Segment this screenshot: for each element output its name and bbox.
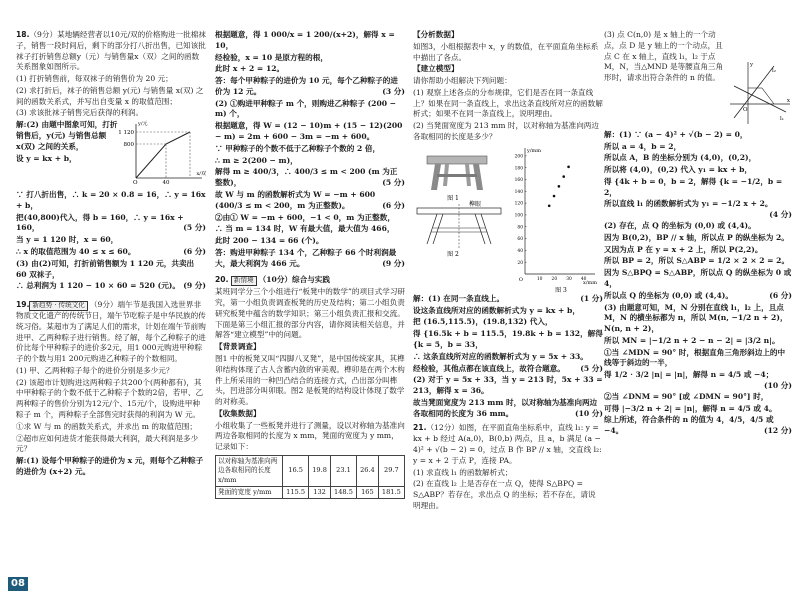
q20-tag: 新情境 — [231, 276, 257, 286]
q20-sol-4: 得 {16.5k + b = 115.5，19.8k + b = 132，解得 {k = 5，b = 33， — [413, 329, 603, 349]
q20-sol-2: 设这条直线所对应的函数解析式为 y = kx + b， — [413, 305, 580, 315]
q19-sol-l4: 答：每个甲种粽子的进价为 10 元，每个乙种粽子的进价为 12 元。 (3 分) — [215, 76, 405, 96]
q20-collect-head: 【收集数据】 — [215, 408, 261, 418]
q21-sol-13: (3) 由题意可知，M，N 分别在直线 l₁，l₂ 上，且点 M，N 的横坐标都为 n，所以 M(n, −1/2 n + 2)，N(n, n + 2)， — [604, 302, 788, 334]
q19-sol-l14: 答：购进甲种粽子 134 个，乙种粽子 66 个时利润最大，最大利润为 466 元。 (9 分) — [215, 247, 405, 268]
fig2-caption: 图 2 — [447, 250, 459, 258]
q18-number: 18. — [16, 30, 30, 39]
q18-solution-g: ∴ 总利润为 1 120 − 10 × 60 = 520 (元)。 (9 分) — [16, 281, 206, 291]
table-cell: 165 — [357, 487, 379, 499]
scatter-y-tick: 40 — [517, 248, 523, 254]
scatter-y-tick: 120 — [514, 201, 523, 207]
q21-sol-14: 所以 MN = |−1/2 n + 2 − n − 2| = |3/2 n|。 — [604, 335, 780, 345]
q21-sol-18: 可得 |−3/2 n + 2| = |n|，解得 n = 4/5 或 4。 — [604, 403, 777, 413]
diagram-origin: O — [743, 107, 748, 113]
scatter-x-tick: 40 — [580, 276, 587, 282]
table-cell: 115.5 — [283, 487, 309, 499]
scatter-x-tick: 20 — [551, 276, 558, 282]
q21-sol-17: ②当 ∠DNM = 90° [或 ∠DMN = 90°] 时， — [604, 391, 769, 401]
q19-part2a: ①求 W 与 m 的函数关系式，并求出 m 的取值范围； — [16, 421, 197, 431]
q19-stem: 19. 新趋势 · 传统文化 （9分）端午节是我国入选世界非物质文化遗产的传统节日，端午节吃粽子是中华民族的传统习俗。某超市为了满足人们的需求，计划在端午节前购进甲、乙两种粽子进行销售。经了解，每个乙种粽子的进价比每个甲种粽子的进价多2元，用1 000元购进甲种粽子的个数与用1 200元购进乙种粽子的个数相同。 — [16, 300, 206, 364]
table-cell: 148.5 — [330, 487, 356, 499]
scatter-origin: O — [518, 276, 523, 283]
q19-sol-l9: 解得 m ≥ 400/3，∴ 400/3 ≤ m < 200 (m 为正整数)， (5 分) — [215, 167, 405, 188]
table-row-label: 以对称轴为基准向两边各取相同的长度 x/mm — [216, 456, 283, 487]
q21-sol-12: 所以点 Q 的坐标为 (0,0) 或 (4,4)。 (6 分) — [604, 290, 792, 300]
table-cell: 29.7 — [378, 456, 404, 487]
model-q2: (2) 当凳面宽度为 213 mm 时，以对称轴为基准向两边各取相同的长度是多少？ — [413, 121, 599, 142]
fig1-caption: 图 1 — [447, 194, 459, 202]
scatter-y-tick: 20 — [517, 260, 523, 266]
q21-part2: (2) 在直线 l₂ 上是否存在一点 Q，使得 S△BPQ = S△ABP？若存在，求出点 Q 的坐标；若不存在，请说明理由。 — [413, 479, 596, 510]
q18-graph — [118, 120, 206, 190]
q18-text: （9分）某地辆经营者以10元/双的价格购进一批棉袜子，销售一段时间后，剩下的部分打八折出售，已知该批袜子打折销售总额y（元）与销售量x（双）之间的函数关系图象如图所示。 — [16, 30, 206, 72]
q18-solution-a: 设 y = kx + b， — [16, 153, 77, 163]
fig2-label: 榫眼 — [469, 200, 482, 208]
q20-sol-7: (2) 对于 y = 5x + 33，当 y = 213 时，5x + 33 = 213，解得 x = 36。 — [413, 375, 603, 396]
diagram-y: y — [750, 62, 754, 68]
table-cell: 181.5 — [378, 487, 404, 499]
diagram-l1: l₁ — [780, 116, 784, 122]
q19-part2: (2) 该超市计划购进这两种粽子共200个(两种都有)，其中甲种粽子的个数不低于乙种粽子个数的2倍，若甲、乙两种粽子的售价分别为12元/个、15元/个，设购进甲种粽子 m 个，两种粽子全部售完时获得的利润为 W 元。 — [16, 377, 204, 419]
q19-sol-l10: 故 W 与 m 的函数解析式为 W = −m + 600 (400/3 ≤ m < 200，m 为正整数)。 (6 分) — [215, 189, 405, 210]
q18-solution-e: ∴ x 的取值范围为 40 ≤ x ≤ 60。 (6 分) — [16, 246, 206, 256]
q18-solution-b: ∵ 打八折出售，∴ k = 20 × 0.8 = 16，∴ y = 16x + b， — [16, 190, 206, 210]
scatter-y-label: y/mm — [527, 147, 541, 154]
model-text: 请你帮助小组解决下列问题： — [413, 76, 512, 86]
q21-coordinate-diagram — [728, 60, 792, 130]
q21-sol-15: ①当 ∠MDN = 90° 时，根据直角三角形斜边上的中线等于斜边的一半， — [604, 347, 786, 368]
q20-collect-text: 小组收集了一些板凳并进行了测量，设以对称轴为基准向两边各取相同的长度为 x mm，凳面的宽度为 y mm，记录如下： — [215, 420, 405, 452]
graph-origin: O — [133, 180, 138, 187]
scatter-point — [567, 165, 570, 168]
q18-solution-c: 把(40,800)代入，得 b = 160，∴ y = 16x + 160， (5 分) — [16, 212, 206, 233]
scatter-point — [553, 195, 556, 198]
q21-part1: (1) 求直线 l₁ 的函数解析式； — [413, 467, 513, 477]
column-1 — [16, 30, 206, 479]
q19-sol-l2: 经检验，x = 10 是原方程的根， — [215, 52, 328, 62]
scatter-x-tick: 10 — [536, 276, 543, 282]
bench-image — [427, 156, 487, 190]
graph-x-label: x/双 — [196, 171, 206, 178]
model-head: 【建立模型】 — [413, 64, 459, 74]
table-cell: 16.5 — [283, 456, 309, 487]
q21-stem: 21.（12分）如图，在平面直角坐标系中，直线 l₁: y = kx + b 经过 A(a,0)，B(0,b) 两点，且 a，b 满足 (a − 4)² + √(b − 2) = 0，过点 B 作 BP // x 轴，交直线 l₂: y = x + 2 于点 P，连接 PA。 — [413, 423, 602, 465]
q19-sol-l13: 此时 200 − 134 = 66 (个)。 — [215, 236, 324, 246]
scatter-x-label: x/mm — [583, 279, 597, 286]
table-row — [216, 456, 405, 487]
table-cell: 23.1 — [330, 456, 356, 487]
table-cell: 19.8 — [309, 456, 331, 487]
model-q1: (1) 观察上述各点的分布规律，它们是否在同一条直线上？如果在同一条直线上，求出这条直线所对应的函数解析式；如果不在同一条直线上，说明理由。 — [413, 87, 603, 119]
scatter-y-tick: 140 — [514, 189, 523, 195]
column-2 — [215, 30, 405, 501]
table-cell: 132 — [309, 487, 331, 499]
scatter-plot — [515, 148, 598, 286]
scatter-point — [558, 185, 561, 188]
scatter-y-tick: 180 — [514, 166, 523, 172]
q19-sol-l8: ∴ m ≥ 2(200 − m)， — [215, 155, 298, 165]
q19-sol-l6: 根据题意，得 W = (12 − 10)m + (15 − 12)(200 − m) = 2m + 600 − 3m = −m + 600。 — [215, 121, 403, 142]
table-cell: 26.4 — [357, 456, 379, 487]
q21-sol-7: (2) 存在，点 Q 的坐标为 (0,0) 或 (4,4)。 — [604, 221, 756, 231]
q19-sol-l12: ∴ 当 m = 134 时，W 有最大值，最大值为 466， — [215, 224, 395, 234]
q21-sol-5: 得 {4k + b = 0，b = 2，解得 {k = −1/2，b = 2， — [604, 176, 783, 197]
q21-sol-2: 所以 a = 4，b = 2， — [604, 141, 682, 151]
q18-solution-head: 解:(2) 由题中图象可知，打折销售后，y(元) 与销售总额 x(双) 之间的关系， — [16, 120, 118, 151]
q20-text: 某班同学分三个小组进行“板凳中的数学”的项目式学习研究，第一小组负责调查板凳的历史及结构；第二小组负责研究板凳中蕴含的数学知识；第三小组负责汇报和交流。下面是第三小组汇报的部分内容，请你阅读相关信息，并解答“建立模型”中的问题。 — [215, 287, 406, 340]
q20-sol-5: ∴ 这条直线所对应的函数解析式为 y = 5x + 33。 — [413, 351, 588, 361]
q18-solution-f: (3) 由(2)可知，打折前销售额为 1 120 元，共卖出 60 双袜子， — [16, 258, 195, 279]
graph-y-label: y/元 — [138, 121, 148, 128]
q20-sol-1: 解：(1) 在同一条直线上。 (1 分) — [413, 293, 603, 303]
q19-sol-l7: ∵ 甲种粽子的个数不低于乙种粽子个数的 2 倍， — [215, 143, 381, 153]
analyze-head: 【分析数据】 — [413, 30, 459, 39]
q18-part1: (1) 打折销售前，每双袜子的销售价为 20 元； — [16, 74, 173, 84]
q18-part2: (2) 求打折后，袜子的销售总额 y(元) 与销售量 x(双) 之间的函数关系式，并写出自变量 x 的取值范围； — [16, 85, 204, 106]
scatter-y-tick: 80 — [517, 225, 523, 231]
scatter-x-tick: 30 — [566, 276, 572, 282]
q20-data-table — [215, 455, 405, 499]
scatter-y-tick: 160 — [514, 177, 523, 183]
q19-solution: 解:(1) 设每个甲种粽子的进价为 x 元，则每个乙种粽子的进价为 (x+2) 元。 — [16, 456, 204, 476]
graph-tick-40: 40 — [162, 180, 170, 187]
q19-part2b: ②超市应如何进货才能获得最大利润，最大利润是多少元？ — [16, 433, 199, 454]
graph-tick-800: 800 — [123, 142, 134, 149]
diagram-l2: l₂ — [772, 68, 776, 74]
q20-figures — [413, 144, 603, 294]
line-l2 — [734, 66, 774, 118]
q21-sol-11: 因为 S△BPQ = S△ABP，所以点 Q 的纵坐标为 0 或 4， — [604, 268, 792, 288]
scatter-point — [562, 175, 565, 178]
scatter-y-tick: 60 — [517, 236, 523, 242]
scatter-point — [548, 204, 551, 207]
q18-part3: (3) 求该批袜子销售完后获得的利润。 — [16, 108, 144, 118]
q19-tag: 新趋势 · 传统文化 — [29, 301, 87, 311]
q20-sol-8: 故当凳面宽度为 213 mm 时，以对称轴为基准向两边各取相同的长度为 36 mm。 (10 分) — [413, 397, 603, 418]
q20-sol-6: 经检验，其他点都在该直线上，故符合题意。 (5 分) — [413, 363, 603, 373]
q21-sol-1: 解：(1) ∵ (a − 4)² + √(b − 2) = 0， — [604, 129, 748, 139]
q19-part1: (1) 甲、乙两种粽子每个的进价分别是多少元？ — [16, 365, 174, 375]
q18-solution-d: 当 y = 1 120 时，x = 60， — [16, 235, 119, 245]
q21-sol-3: 所以点 A，B 的坐标分别为 (4,0)，(0,2)， — [604, 153, 757, 163]
page-number: 08 — [8, 577, 28, 591]
graph-line — [136, 132, 190, 178]
q20-sol-3: 把 (16.5,115.5)，(19.8,132) 代入， — [413, 317, 553, 327]
q19-sol-l11: ②由① W = −m + 600，−1 < 0，m 为正整数， — [215, 212, 395, 222]
q21-sol-10: 所以 BP = 2，所以 S△ABP = 1/2 × 2 × 2 = 2。 — [604, 256, 790, 266]
graph-tick-1120: 1 120 — [118, 130, 134, 137]
q21-sol-19: 综上所述，符合条件的 n 的值为 4，4/5，4/5 或 −4。 (12 分) — [604, 415, 792, 436]
q20-stem: 20. 新情境 （10分）综合与实践 — [215, 275, 330, 285]
q21-sol-8: 因为 B(0,2)，BP // x 轴，所以点 P 的纵坐标为 2。 — [604, 232, 789, 242]
fig3-caption: 图 3 — [555, 286, 567, 294]
table-row — [216, 487, 405, 499]
q21-sol-6: 所以直线 l₁ 的函数解析式为 y₁ = −1/2 x + 2。 (4 分) — [604, 199, 792, 220]
column-3 — [413, 30, 603, 513]
q20-background-text: 图1 中的板凳又叫“四脚八叉凳”，是中国传统家具，其榫卯结构体现了古人含蓄内敛的审美观。榫卯是在两个木构件上所采用的一种凹凸结合的连接方式，凸出部分叫榫头，凹进部分叫卯眼。图2 是板凳的结构设计体现了数学的对称美。 — [215, 354, 405, 407]
q19-sol-l3: 此时 x + 2 = 12。 — [215, 64, 285, 74]
column-4 — [604, 30, 792, 438]
q21-sol-16: 得 1/2 · 3/2 |n| = |n|，解得 n = 4/5 或 −4； (10 分) — [604, 370, 792, 390]
q20-background-head: 【背景调查】 — [215, 342, 261, 352]
structure-diagram — [417, 204, 501, 248]
q21-sol-4: 所以将 (4,0)，(0,2) 代入 y₁ = kx + b， — [604, 165, 753, 175]
q21-sol-9: 又因为点 P 在 y = x + 2 上，所以 P(2,2)。 — [604, 244, 763, 254]
diagram-x: x — [786, 98, 790, 104]
q18-stem — [16, 30, 206, 73]
q21-part3: (3) 点 C(n,0) 是 x 轴上的一个动点，点 D 是 y 轴上的一个动点，且点 C 在 x 轴上，直线 l₁，l₂ 于点 M，N，当△MND 是等腰直角三角形时，请求出符合条件的 n 的值。 — [604, 30, 724, 83]
table-row-label: 凳面的宽度 y/mm — [216, 487, 283, 499]
scatter-y-tick: 200 — [514, 154, 523, 160]
scatter-y-tick: 100 — [514, 213, 523, 219]
q19-sol-l5: (2) ①购进甲种粽子 m 个，则购进乙种粽子 (200 − m) 个， — [215, 98, 397, 119]
analyze-text: 如图3，小组根据表中 x，y 的数值，在平面直角坐标系中描出了各点。 — [413, 41, 599, 62]
q19-sol-l1: 根据题意，得 1 000/x = 1 200/(x+2)，解得 x = 10， — [215, 30, 395, 50]
